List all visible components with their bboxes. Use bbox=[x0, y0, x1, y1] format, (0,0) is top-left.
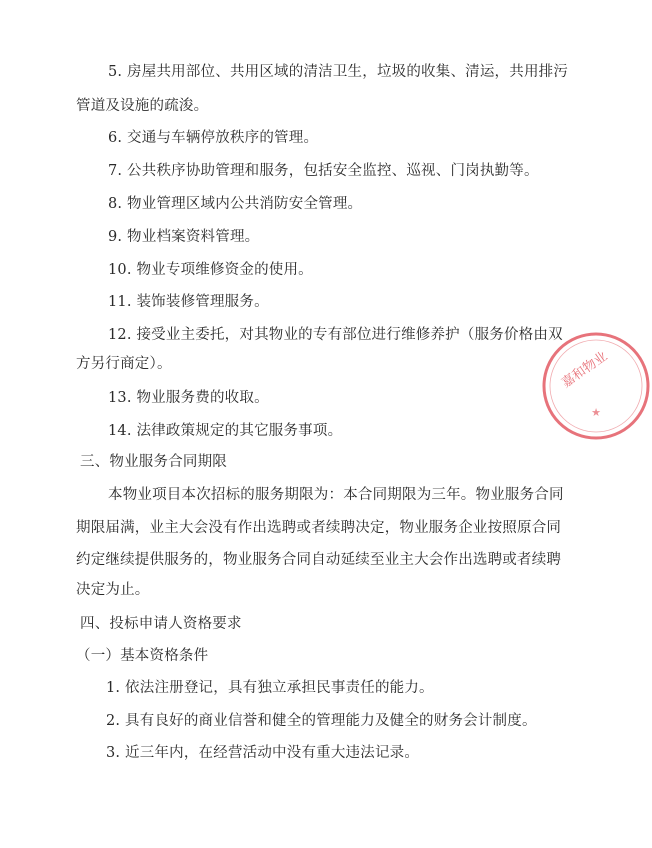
text-line: 3. 近三年内，在经营活动中没有重大违法记录。 bbox=[106, 745, 420, 761]
section-heading: 三、物业服务合同期限 bbox=[80, 454, 227, 470]
text-line: 本物业项目本次招标的服务期限为：本合同期限为三年。物业服务合同 bbox=[108, 487, 564, 503]
text-line: 10. 物业专项维修资金的使用。 bbox=[108, 262, 313, 278]
company-seal bbox=[540, 330, 652, 442]
text-line: 6. 交通与车辆停放秩序的管理。 bbox=[108, 130, 319, 146]
svg-text:嘉和物业: 嘉和物业 bbox=[559, 348, 611, 392]
text-line: 管道及设施的疏浚。 bbox=[76, 98, 209, 114]
text-line: 5. 房屋共用部位、共用区域的清洁卫生，垃圾的收集、清运，共用排污 bbox=[108, 64, 569, 80]
text-line: 方另行商定）。 bbox=[76, 356, 172, 372]
text-line: 2. 具有良好的商业信誉和健全的管理能力及健全的财务会计制度。 bbox=[106, 713, 537, 729]
section-heading: 四、投标申请人资格要求 bbox=[80, 616, 242, 632]
text-line: 1. 依法注册登记，具有独立承担民事责任的能力。 bbox=[106, 680, 434, 696]
text-line: 14. 法律政策规定的其它服务事项。 bbox=[108, 423, 343, 439]
text-line: 约定继续提供服务的，物业服务合同自动延续至业主大会作出选聘或者续聘 bbox=[76, 552, 562, 568]
text-line: 12. 接受业主委托，对其物业的专有部位进行维修养护（服务价格由双 bbox=[108, 327, 563, 343]
text-line: 7. 公共秩序协助管理和服务，包括安全监控、巡视、门岗执勤等。 bbox=[108, 163, 539, 179]
text-line: 13. 物业服务费的收取。 bbox=[108, 390, 269, 406]
subsection-heading: （一）基本资格条件 bbox=[76, 648, 209, 664]
text-line: 9. 物业档案资料管理。 bbox=[108, 229, 260, 245]
svg-text:★: ★ bbox=[591, 406, 601, 419]
text-line: 8. 物业管理区域内公共消防安全管理。 bbox=[108, 196, 363, 212]
text-line: 决定为止。 bbox=[76, 582, 150, 598]
text-line: 11. 装饰装修管理服务。 bbox=[108, 294, 269, 310]
text-line: 期限届满，业主大会没有作出选聘或者续聘决定，物业服务企业按照原合同 bbox=[76, 520, 562, 536]
